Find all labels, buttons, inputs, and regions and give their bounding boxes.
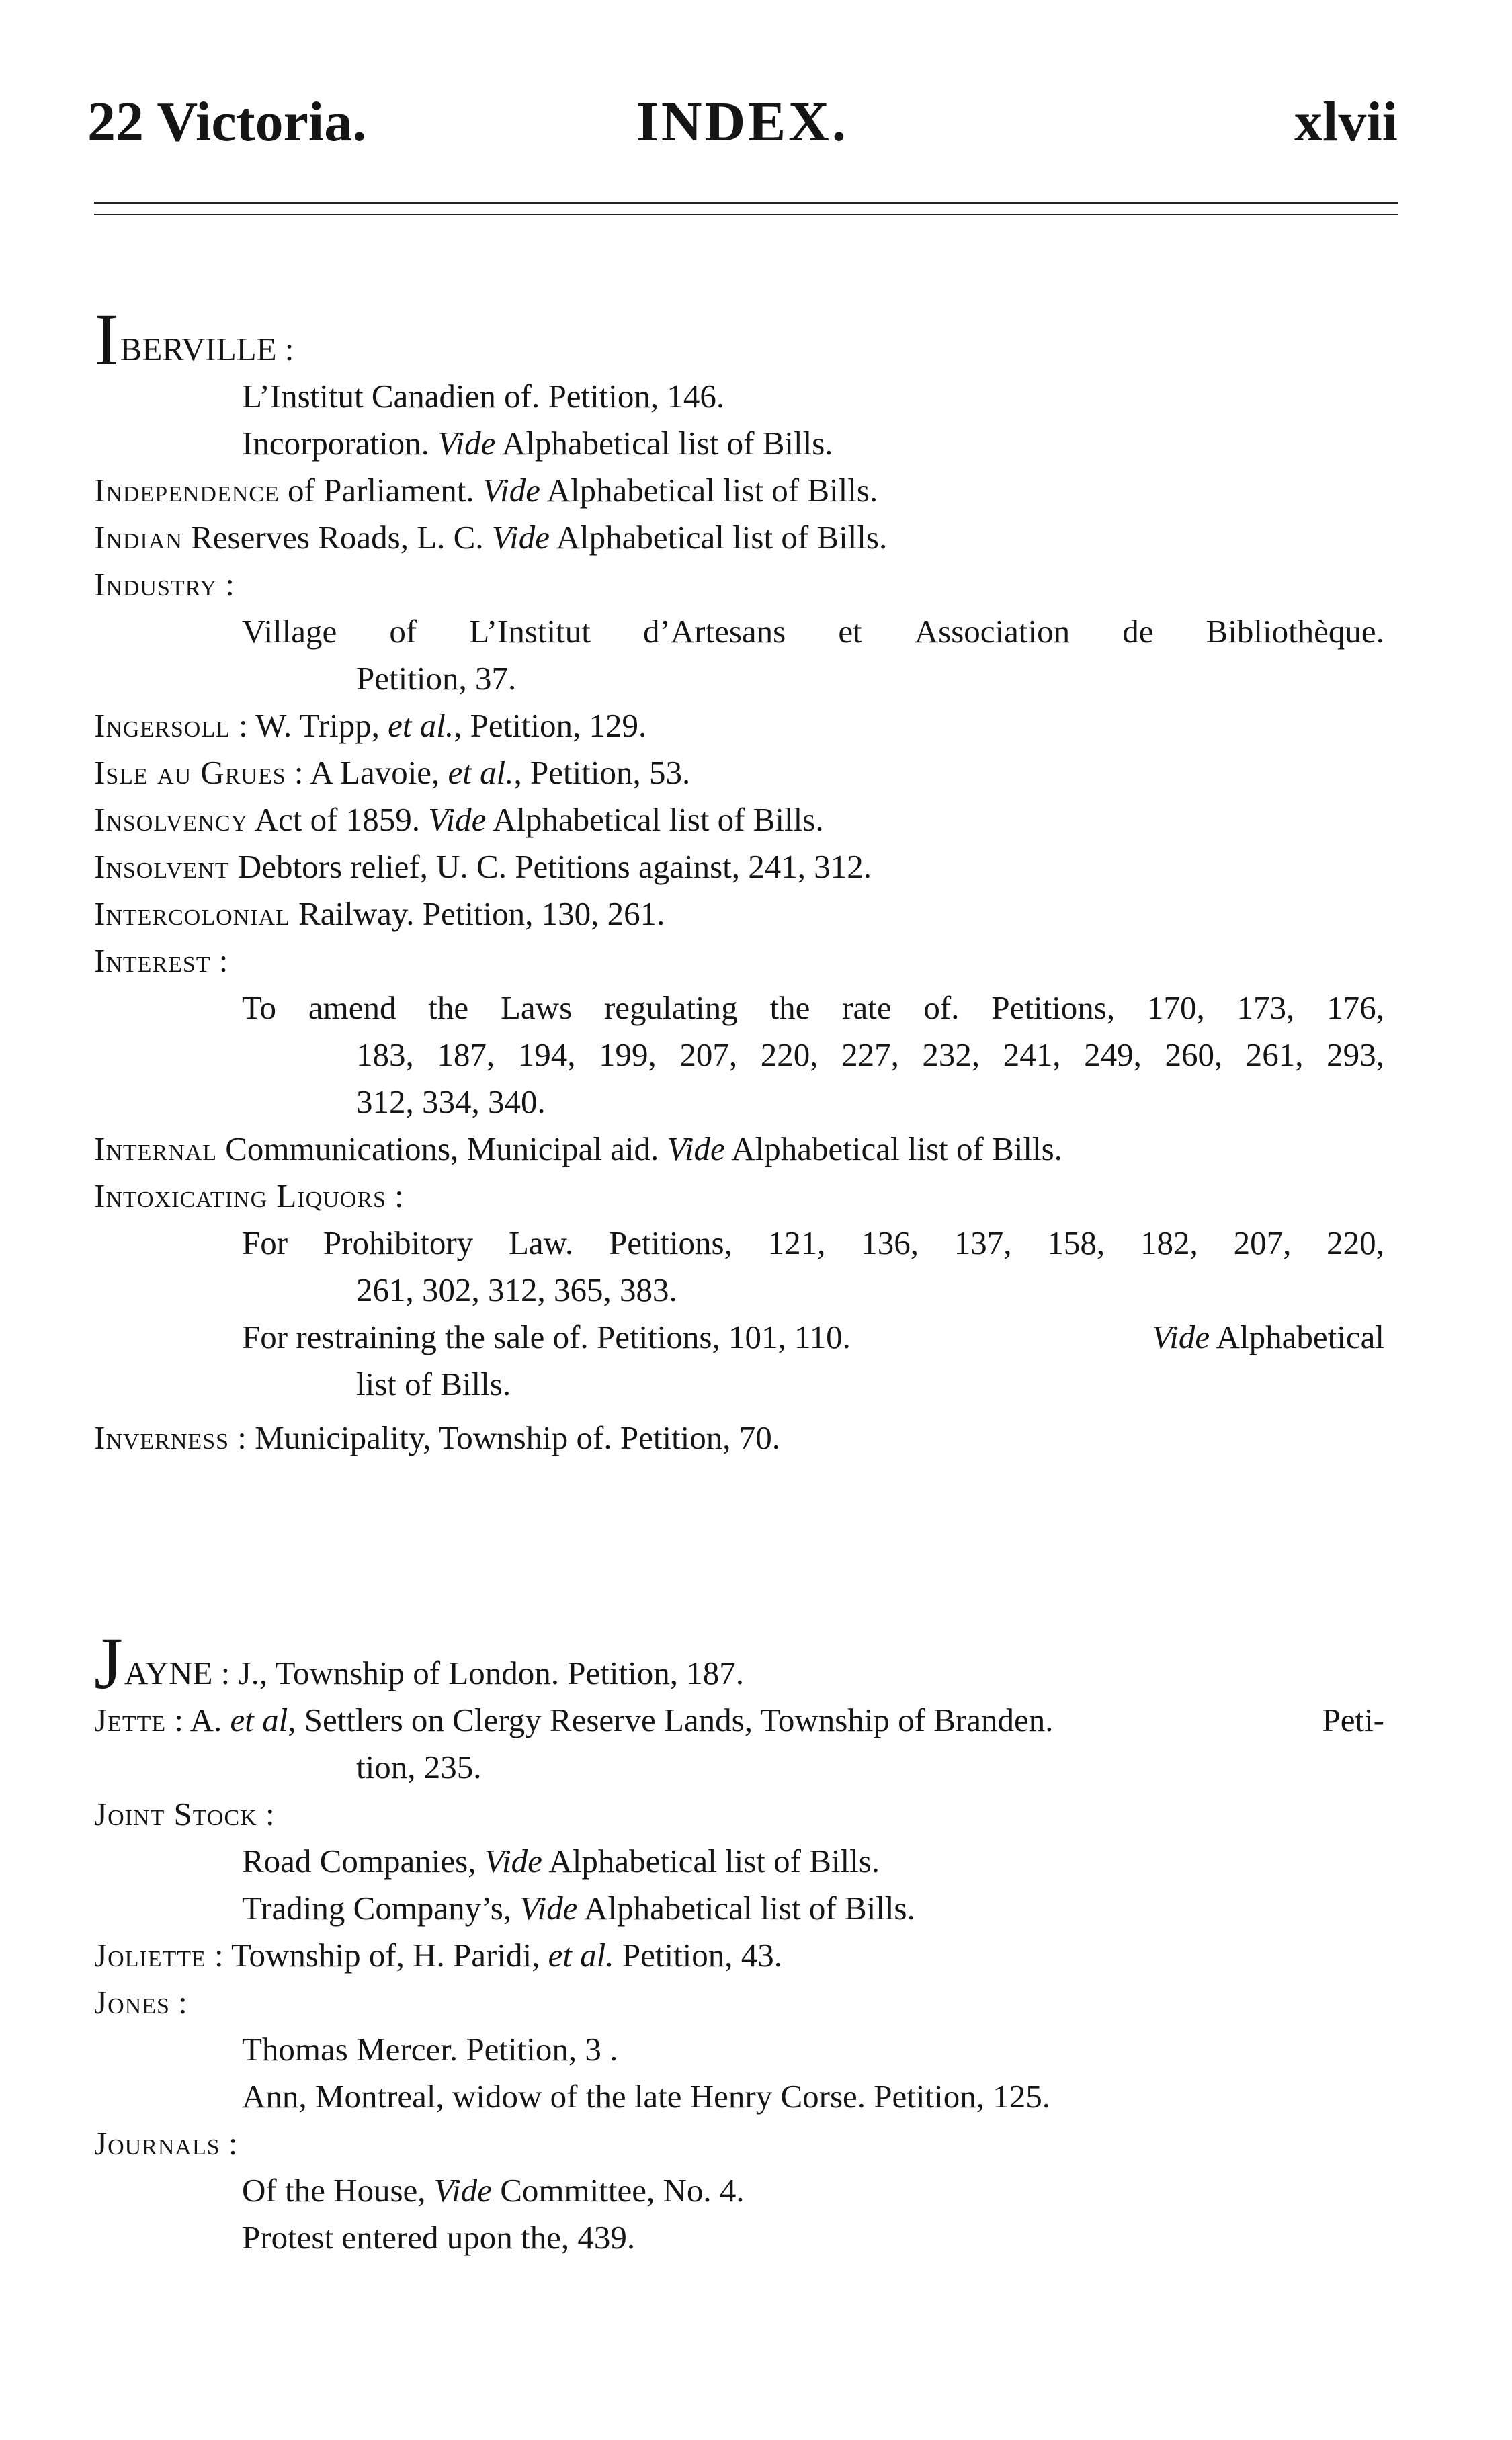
word: 137, (954, 1224, 1012, 1261)
entry-indian (94, 514, 1398, 561)
word: 260, (1165, 1036, 1223, 1073)
entry-text: : A Lavoie, (286, 754, 448, 791)
word: 293, (1327, 1036, 1384, 1073)
word: 136, (861, 1224, 919, 1261)
word: the (769, 989, 810, 1026)
entry-text: : Township of, H. Paridi, (206, 1937, 548, 1974)
running-head-left: 22 Victoria. (87, 91, 367, 153)
entry-text: Petition, 43. (614, 1937, 783, 1974)
entry-heading: Independence (94, 472, 280, 509)
entry-text: Alphabetical list of Bills. (486, 801, 824, 838)
entry-text: Alphabetical list of Bills. (550, 519, 888, 556)
entry-text: Communications, Municipal aid. (216, 1130, 659, 1167)
entry-heading: Joliette (94, 1937, 206, 1974)
sub-entry-text: Committee, No. 4. (500, 2172, 745, 2209)
word: 194, (517, 1036, 576, 1073)
entry-heading: Joint Stock (94, 1796, 257, 1833)
word: 199, (599, 1036, 657, 1073)
word: 241, (1003, 1036, 1061, 1073)
word: 121, (767, 1224, 826, 1261)
running-head-title: INDEX. (636, 91, 849, 153)
sub-entry: Thomas Mercer. Petition, 3 . (242, 2031, 618, 2068)
entry-text: , Petition, 53. (513, 754, 691, 791)
entry-text: : (217, 566, 235, 603)
sub-entry-text: Alphabetical list of Bills. (584, 1890, 915, 1927)
vide-ref: Vide (484, 1843, 542, 1880)
entry-heading: Intercolonial (94, 895, 290, 932)
vide-ref: Vide (428, 801, 487, 838)
word: 170, (1146, 989, 1205, 1026)
entry-heading: BERVILLE : (120, 331, 294, 368)
entry-text: Railway. Petition, 130, 261. (290, 895, 665, 932)
word: of (389, 613, 417, 650)
entry-text: : (210, 942, 228, 979)
word: To (242, 989, 277, 1026)
entry-heading: Interest (94, 942, 211, 979)
entry-journals (94, 2120, 1398, 2167)
word: Petitions, (608, 1224, 732, 1261)
entry-text: Alphabetical list of Bills. (540, 472, 878, 509)
sub-entry: Protest entered upon the, 439. (242, 2219, 636, 2256)
vide-ref: Vide (491, 519, 550, 556)
word: 207, (1233, 1224, 1292, 1261)
sub-entry-text: Of the House, (242, 2172, 426, 2209)
entry-jayne (94, 1622, 1398, 1704)
word: et (838, 613, 862, 650)
word: of. (923, 989, 960, 1026)
sub-entry-text: Road Companies, (242, 1843, 476, 1880)
entry-heading: Jones (94, 1984, 170, 2021)
word: 182, (1140, 1224, 1198, 1261)
sub-entry (94, 1885, 1398, 1932)
sub-entry-justified (94, 1220, 1398, 1267)
vide-ref: Vide (1151, 1318, 1210, 1355)
entry-text: AYNE : J., Township of London. Petition, 187. (124, 1654, 744, 1691)
continuation-line: Petition, 37. (356, 660, 517, 697)
entry-text: Reserves Roads, L. C. (182, 519, 484, 556)
vide-ref: Vide (437, 425, 496, 462)
sub-entry-justified (94, 1314, 1398, 1361)
word: 261, (1245, 1036, 1304, 1073)
entry-jette (94, 1697, 1398, 1744)
word: 176, (1327, 989, 1384, 1026)
word: 183, (356, 1036, 414, 1073)
et-al: et al. (548, 1937, 614, 1974)
entry-ingersoll (94, 702, 1398, 749)
entry-interest (94, 937, 1398, 984)
et-al: et al. (388, 707, 454, 744)
continuation-line: 312, 334, 340. (356, 1083, 546, 1120)
et-al: et al (230, 1701, 288, 1738)
vide-ref: Vide (482, 472, 541, 509)
word: de (1122, 613, 1154, 650)
entry-text: Alphabetical list of Bills. (724, 1130, 1062, 1167)
drop-initial: J (94, 1622, 123, 1704)
header-rule-thin (94, 214, 1398, 215)
entry-intoxicating-liquors (94, 1173, 1398, 1220)
et-al: et al. (448, 754, 514, 791)
continuation-line: 261, 302, 312, 365, 383. (356, 1271, 677, 1308)
entry-text: , Petition, 129. (454, 707, 647, 744)
entry-heading: Inverness (94, 1419, 230, 1456)
word: Petitions, (991, 989, 1116, 1026)
entry-industry (94, 561, 1398, 608)
entry-heading: Journals (94, 2125, 220, 2162)
word: Village (242, 613, 337, 650)
entry-isle-au-grues (94, 749, 1398, 796)
entry-jones (94, 1979, 1398, 2026)
sub-entry-text: Alphabetical (1216, 1318, 1384, 1355)
vide-group (1152, 1314, 1384, 1361)
word: 173, (1236, 989, 1295, 1026)
entry-insolvent (94, 843, 1398, 890)
entry-inverness (94, 1415, 1398, 1462)
vide-ref: Vide (433, 2172, 492, 2209)
index-section-i (94, 298, 1398, 1462)
entry-heading: Ingersoll (94, 707, 230, 744)
entry-text: : Municipality, Township of. Petition, 70. (229, 1419, 781, 1456)
entry-heading: Internal (94, 1130, 217, 1167)
entry-heading: Industry (94, 566, 218, 603)
word: the (428, 989, 469, 1026)
entry-independence (94, 467, 1398, 514)
vide-ref: Vide (519, 1890, 578, 1927)
entry-joint-stock (94, 1791, 1398, 1838)
entry-text: : (257, 1796, 275, 1833)
word: L’Institut (469, 613, 591, 650)
sub-entry-text: Alphabetical list of Bills. (501, 425, 833, 462)
entry-heading: Isle au Grues (94, 754, 286, 791)
word: rate (842, 989, 892, 1026)
entry-text: Peti- (1322, 1701, 1384, 1738)
entry-insolvency (94, 796, 1398, 843)
entry-text: of Parliament. (279, 472, 474, 509)
word: regulating (603, 989, 738, 1026)
sub-entry-text: Alphabetical list of Bills. (548, 1843, 880, 1880)
vide-ref: Vide (667, 1130, 725, 1167)
sub-entry (94, 1838, 1398, 1885)
entry-internal (94, 1126, 1398, 1173)
page-number: xlvii (1294, 91, 1398, 153)
word: 158, (1047, 1224, 1105, 1261)
entry-text: , Settlers on Clergy Reserve Lands, Township of Branden. (288, 1701, 1054, 1738)
sub-entry-justified (94, 984, 1398, 1032)
entry-heading: Intoxicating Liquors (94, 1177, 386, 1214)
entry-text: Debtors relief, U. C. Petitions against, 241, 312. (229, 848, 872, 885)
sub-entry: L’Institut Canadien of. Petition, 146. (242, 378, 725, 415)
word: 249, (1084, 1036, 1142, 1073)
entry-text: : (386, 1177, 404, 1214)
word: Law. (509, 1224, 574, 1261)
word: 227, (841, 1036, 899, 1073)
sub-entry-text: Trading Company’s, (242, 1890, 512, 1927)
sub-entry (94, 2167, 1398, 2214)
word: 232, (922, 1036, 980, 1073)
word: Bibliothèque. (1206, 613, 1384, 650)
entry-main (94, 1697, 1053, 1744)
word: 220, (760, 1036, 818, 1073)
sub-entry-text: Incorporation. (242, 425, 429, 462)
word: For (242, 1224, 288, 1261)
word: 220, (1327, 1224, 1384, 1261)
entry-heading: Indian (94, 519, 183, 556)
continuation-justified (94, 1032, 1398, 1079)
entry-text: Act of 1859. (248, 801, 420, 838)
entry-intercolonial (94, 890, 1398, 937)
word: 207, (679, 1036, 738, 1073)
entry-text: : A. (166, 1701, 230, 1738)
entry-joliette (94, 1932, 1398, 1979)
entry-heading: Insolvency (94, 801, 249, 838)
entry-text: : W. Tripp, (230, 707, 388, 744)
entry-heading: Jette (94, 1701, 167, 1738)
continuation-line: tion, 235. (356, 1749, 482, 1785)
word: Laws (501, 989, 573, 1026)
drop-initial: I (94, 298, 119, 380)
word: 187, (437, 1036, 495, 1073)
index-section-j (94, 1622, 1398, 2261)
sub-entry: Ann, Montreal, widow of the late Henry Corse. Petition, 125. (242, 2078, 1051, 2115)
entry-text: : (169, 1984, 187, 2021)
sub-entry-justified (94, 608, 1398, 655)
page-header (87, 91, 1398, 168)
entry-text: : (220, 2125, 238, 2162)
continuation-line: list of Bills. (356, 1365, 511, 1402)
entry-iberville (94, 298, 1398, 380)
sub-entry-text: For restraining the sale of. Petitions, 101, 110. (242, 1318, 851, 1355)
header-rule-thick (94, 202, 1398, 204)
sub-entry (94, 420, 1398, 467)
word: Association (914, 613, 1070, 650)
word: Prohibitory (323, 1224, 474, 1261)
word: d’Artesans (642, 613, 786, 650)
word: amend (308, 989, 396, 1026)
entry-heading: Insolvent (94, 848, 230, 885)
